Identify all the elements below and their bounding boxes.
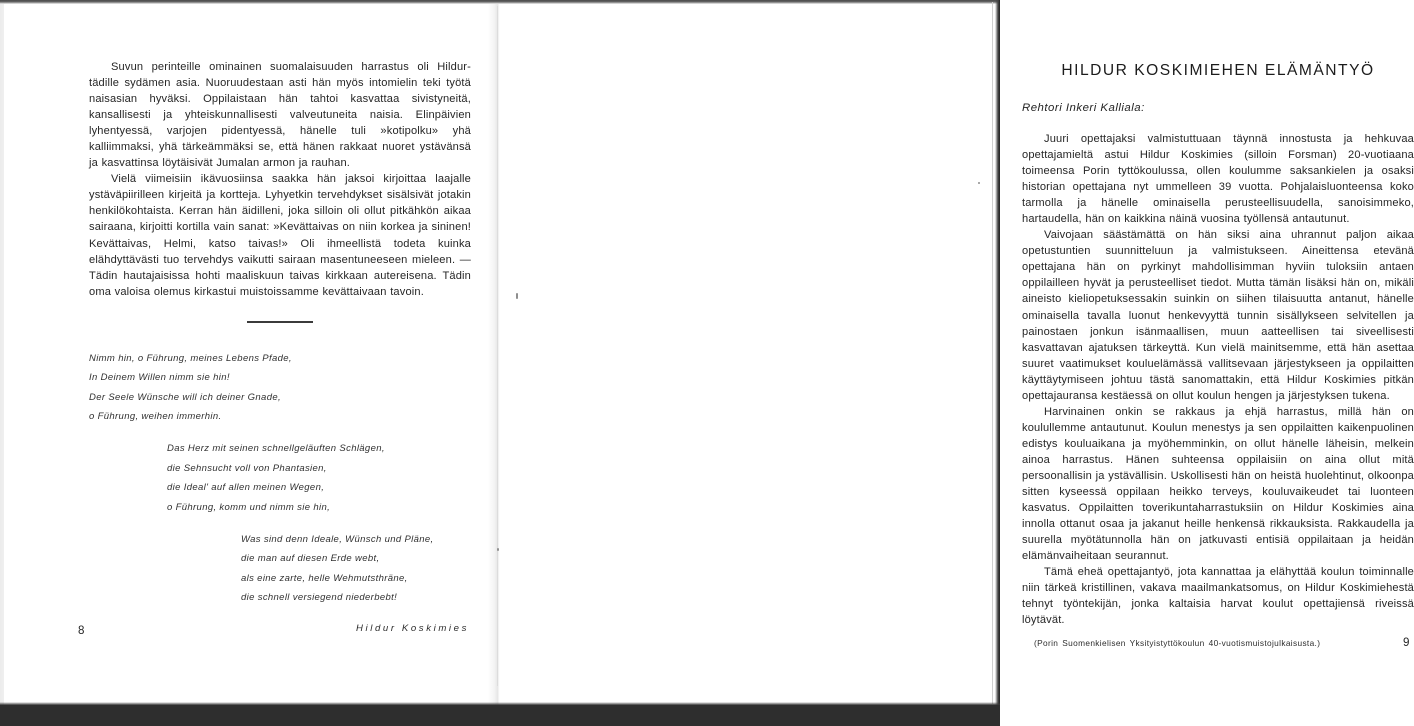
scan-right-edge <box>995 0 1000 726</box>
right-paragraph-4: Tämä eheä opettajantyö, jota kannattaa ja elähyttää koulun toiminnalle niin tärkeä kristillinen, vakava maailmankatsomus, on Hildur Koskimiehestä tehnyt työntekijän, jonka kaltaisia harvat koulut opettajiensä riveissä löytävät. <box>1022 566 1414 627</box>
poem-signature: Hildur Koskimies <box>355 622 469 634</box>
poem-line: Nimm hin, o Führung, meines Lebens Pfade, <box>89 352 292 364</box>
poem-line: die schnell versiegend niederbebt! <box>241 592 398 604</box>
poem-stanza-2 <box>167 439 471 517</box>
scan-top-edge <box>0 0 1000 4</box>
poem-stanza-3 <box>241 530 471 608</box>
scan-bottom-edge <box>0 705 1000 726</box>
page-right-edge-line <box>992 2 993 704</box>
left-paragraph-2: Vielä viimeisiin ikävuosiinsa saakka hän jaksoi kirjoittaa laajalle ystäväpiirilleen kirjeitä ja kortteja. Lyhyetkin tervehdykset sisälsivät jotakin henkilökohtaista. Kerran hän äidilleni, joka silloin oli ollut pitkähkön aikaa sairaana, kirjoitti kortilla vain sanat: »Kevättaivas on niin korkea ja sininen! Kevättaivas, Helmi, katso taivas!» Oli ihmeellistä todeta kuinka elähdyttävästi tuo tervehdys vaikutti sairaan masentuneeseen mieleen. — Tädin hautajaisissa hohti maaliskuun taivas kirkkaan autereisena. Tädin oma valoisa olemus kirkastui muistoissamme kevättaivaan tavoin. <box>89 173 471 298</box>
source-attribution: (Porin Suomenkielisen Yksityistyttökoulun 40-vuotismuistojulkaisusta.) <box>1034 638 1321 649</box>
right-paragraph-1: Juuri opettajaksi valmistuttuaan täynnä innostusta ja hehkuvaa opettajamieltä astui Hildur Koskimies (silloin Forsman) 20-vuotiaana toimeensa Porin tyttökoulussa, ollen koulumme saksankielen ja osaksi historian opettajana nyt ummelleen 39 vuotta. Pohjalaisluonteensa koko tarmolla ja hänelle ominaisella perusteellisuudella, sanoisimmeko, hartaudella, hän on kaikkina näinä vuosina työllensä antautunut. <box>1022 133 1414 226</box>
poem-line: In Deinem Willen nimm sie hin! <box>89 372 230 384</box>
poem-line: die man auf diesen Erde webt, <box>241 553 380 565</box>
left-paragraph-1: Suvun perinteille ominainen suomalaisuuden harrastus oli Hildur-tädille sydämen asia. Nuoruudestaan asti hän myös intomielin teki työtä naisasian hyväksi. Oppilaistaan hän tahtoi kasvattaa sivistyneitä, kansallisesti ja yhteiskunnallisesti valveutuneita naisia. Elinpäivien lyhentyessä, varjojen pidentyessä, hänelle tuli »kotipolku» yhä kalliimmaksi, yhä tärkeämmäksi se, että hänen rakkaat nuoret ystävänsä ja kasvattinsa löytäisivät Jumalan armon ja rauhan. <box>89 61 471 170</box>
poem-line: o Führung, komm und nimm sie hin, <box>167 501 331 513</box>
poem-line: Das Herz mit seinen schnellgeläuften Schlägen, <box>167 443 385 455</box>
poem-stanza-1 <box>89 349 471 427</box>
scan-speck <box>516 293 518 299</box>
right-page-text-column <box>1022 61 1414 648</box>
page-number-left: 8 <box>78 624 85 637</box>
poem-line: Der Seele Wünsche will ich deiner Gnade, <box>89 391 281 403</box>
right-paragraph-2: Vaivojaan säästämättä on hän siksi aina uhrannut paljon aikaa opetustuntien suunnitteluun ja valmistukseen. Aineittensa etevänä opettajana hän on pyrkinyt mahdollisimman hyviin tuloksiin antaen oppilailleen hyvät ja perusteelliset tiedot. Mutta tämän lisäksi hän on, mikäli aineisto kieliopetuksessakin suinkin on siihen tilaisuutta antanut, hänelle ominaisella tavalla luonut henkevyyttä tunnin sisällykseen selvitellen ja painostaen jonkun isänmaallisen, muun aatteellisen tai siveellisesti kasvattavan ajatuksen tärkeyttä. Kun vielä mainitsemme, että hän asettaa suuret vaatimukset kouluelämässä vallitsevaan järjestykseen ja oppilaitten käyttäytymiseen johtuu tästä sanomattakin, että Hildur Koskimies pitkän opettajauransa kestäessä on ollut koulun hengen ja järjestyksen tukena. <box>1022 229 1414 402</box>
scan-speck <box>497 548 499 551</box>
article-title: HILDUR KOSKIMIEHEN ELÄMÄNTYÖ <box>1061 62 1375 79</box>
poem-line: die Ideal' auf allen meinen Wegen, <box>167 482 325 494</box>
book-spine-line <box>497 6 498 686</box>
poem-line: o Führung, weihen immerhin. <box>89 410 222 422</box>
left-page-text-column <box>89 59 471 638</box>
poem-line: als eine zarte, helle Wehmutsthräne, <box>241 572 408 584</box>
poem-line: die Sehnsucht voll von Phantasien, <box>167 462 327 474</box>
book-page-right <box>500 4 1414 705</box>
page-number-right: 9 <box>1403 636 1410 649</box>
poem-line: Was sind denn Ideale, Wünsch und Pläne, <box>241 533 434 545</box>
scan-speck <box>978 182 980 184</box>
poem-block <box>89 349 471 638</box>
right-paragraph-3: Harvinainen onkin se rakkaus ja ehjä harrastus, millä hän on koulullemme antautunut. Koulun menestys ja sen oppilaitten kaikenpuolinen edistys kouluaikana ja myöhemminkin, on ollut hänelle läheisin, melkein ainoa harrastus. Hänen suhteensa oppilaisiin on aina ollut mitä persoonallisin ja ystävällisin. Uskollisesti hän on heistä huolehtinut, olkoonpa sitten kyseessä oppilaan heikko terveys, kouluvaikeudet tai luonteen kasvatus. Oppilaitten toverikuntaharrastuksiin on Hildur Koskimies aina innolla ottanut osaa ja jakanut heille henkensä rikkauksista. Rakkaudella ja suurella myötätunnolla hän on jatkuvasti entisiä oppilaitaan ja heidän elämänvaiheitaan seurannut. <box>1022 405 1414 563</box>
section-divider-rule <box>247 321 313 323</box>
article-byline: Rehtori Inkeri Kalliala: <box>1022 102 1145 114</box>
book-page-left <box>4 4 498 705</box>
